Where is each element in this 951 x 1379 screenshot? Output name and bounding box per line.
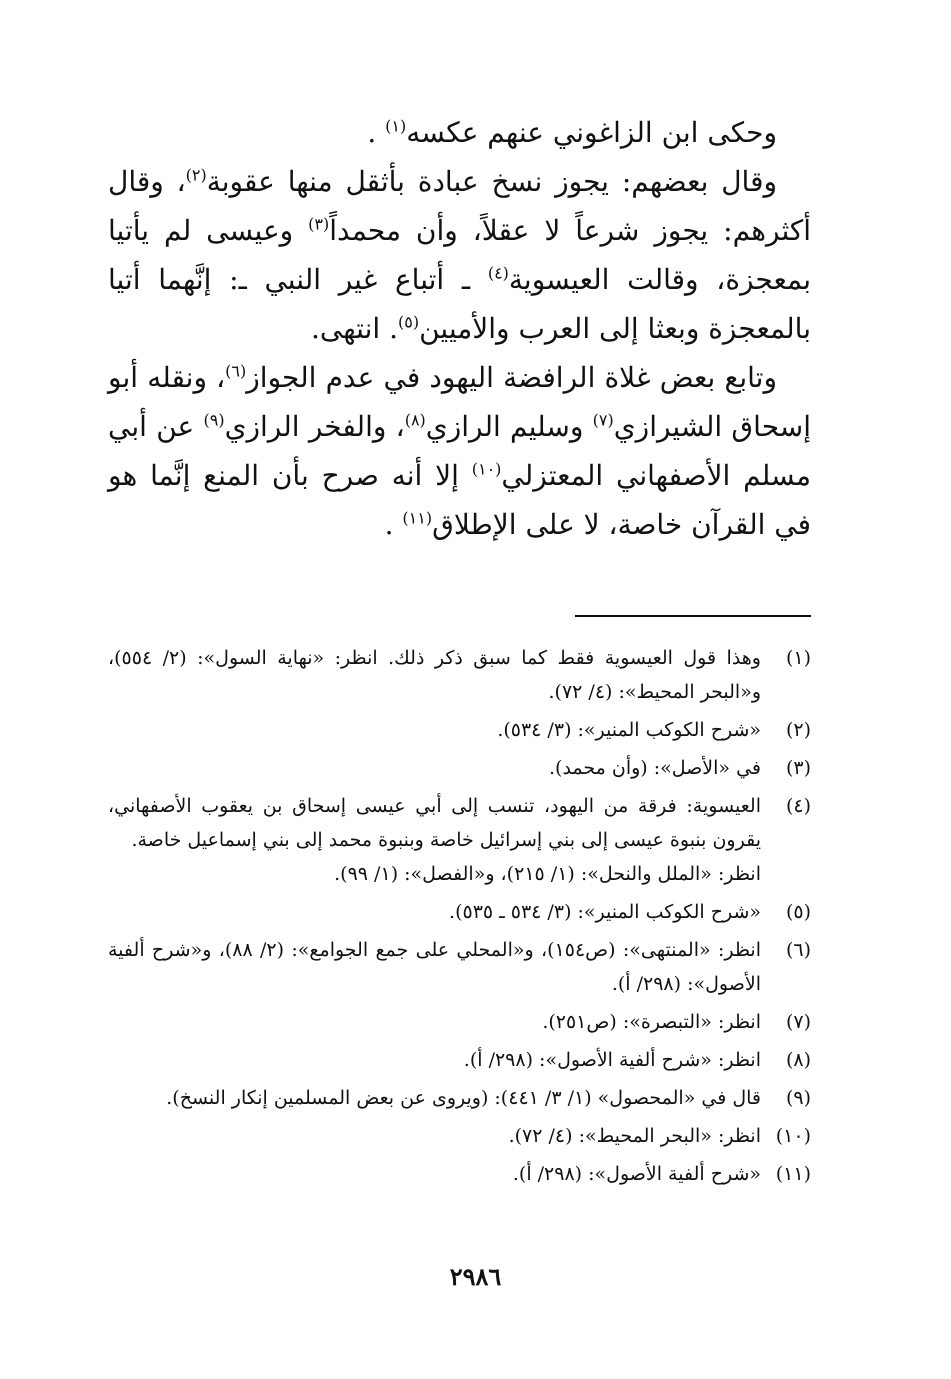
footnote-1	[108, 641, 811, 709]
footnote-text: «شرح ألفية الأصول»: (٢٩٨/ أ).	[512, 1163, 761, 1185]
footnote-3	[108, 751, 811, 785]
footnote-body	[108, 895, 761, 929]
paragraph-text: ، والفخر الرازي	[224, 410, 405, 443]
footnote-number: (٥)	[785, 901, 811, 923]
footnote-ref[interactable]: (٨)	[404, 410, 426, 430]
footnote-text: وهذا قول العيسوية فقط كما سبق ذكر ذلك. انظر: «نهاية السول»: (٢/ ٥٥٤)، و«البحر المحيط»: (٤/ ٧٢).	[108, 647, 761, 703]
paragraph-text: . انتهى.	[311, 312, 398, 345]
footnote-number: (٤)	[785, 795, 811, 817]
footnote-9	[108, 1081, 811, 1115]
paragraph-text: ، ونقله أبو إسحاق الشيرازي	[108, 361, 812, 443]
footnote-number: (٧)	[785, 1011, 811, 1033]
footnote-ref[interactable]: (٩)	[203, 410, 225, 430]
main-text	[108, 108, 811, 549]
footnote-ref[interactable]: (٣)	[308, 214, 330, 234]
footnote-5	[108, 895, 811, 929]
footnote-ref[interactable]: (٧)	[592, 410, 614, 430]
paragraph-text: ـ أتباع غير النبي ـ: إنَّهما أتيا بالمعجزة وبعثا إلى العرب والأميين	[108, 263, 811, 345]
paragraph-text: وتابع بعض غلاة الرافضة اليهود في عدم الجواز	[246, 361, 777, 394]
footnote-10	[108, 1119, 811, 1153]
paragraph-text: إلا أنه صرح بأن المنع إنَّما هو في القرآن خاصة، لا على الإطلاق	[108, 459, 811, 541]
footnote-body	[108, 713, 761, 747]
footnote-body	[108, 641, 761, 709]
footnote-ref[interactable]: (١٠)	[471, 459, 502, 479]
paragraph-text: عن أبي مسلم الأصفهاني المعتزلي	[108, 410, 811, 492]
footnote-body	[108, 789, 761, 891]
footnote-body	[108, 1043, 761, 1077]
footnote-4	[108, 789, 811, 891]
footnote-ref[interactable]: (٥)	[398, 312, 420, 332]
footnote-body	[108, 1157, 761, 1191]
footnote-8	[108, 1043, 811, 1077]
footnote-ref[interactable]: (١)	[385, 116, 407, 136]
footnote-number: (٢)	[785, 719, 811, 741]
footnote-text: «شرح الكوكب المنير»: (٣/ ٥٣٤).	[497, 719, 761, 741]
paragraph-2	[108, 157, 811, 353]
footnote-number: (١)	[785, 647, 811, 669]
footnote-11	[108, 1157, 811, 1191]
paragraph-text: وسليم الرازي	[425, 410, 593, 443]
footnote-text: انظر: «التبصرة»: (ص٢٥١).	[542, 1011, 761, 1033]
footnote-number: (١١)	[775, 1163, 811, 1185]
footnote-ref[interactable]: (١١)	[402, 508, 433, 528]
footnote-text: انظر: «الملل والنحل»: (١/ ٢١٥)، و«الفصل»: (١/ ٩٩).	[334, 863, 761, 885]
footnote-text: انظر: «المنتهى»: (ص١٥٤)، و«المحلي على جمع الجوامع»: (٢/ ٨٨)، و«شرح ألفية الأصول»: (٢٩٨/ أ).	[108, 939, 761, 995]
paragraph-1	[108, 108, 811, 157]
footnote-number: (١٠)	[775, 1125, 811, 1147]
footnote-body	[108, 1005, 761, 1039]
paragraph-text: ، وقال أكثرهم: يجوز شرعاً لا عقلاً، وأن محمداً	[108, 165, 811, 247]
page-number: ٢٩٨٦	[449, 1262, 502, 1291]
footnote-number: (٨)	[785, 1049, 811, 1071]
footnote-text: «شرح الكوكب المنير»: (٣/ ٥٣٤ ـ ٥٣٥).	[449, 901, 761, 923]
footnote-number: (٣)	[785, 757, 811, 779]
footnote-text: قال في «المحصول» (١/ ٣/ ٤٤١): (ويروى عن بعض المسلمين إنكار النسخ).	[166, 1087, 761, 1109]
paragraph-text: .	[367, 116, 386, 149]
footnote-7	[108, 1005, 811, 1039]
footnotes	[108, 641, 811, 1191]
footnote-text: انظر: «شرح ألفية الأصول»: (٢٩٨/ أ).	[463, 1049, 761, 1071]
footnote-body	[108, 933, 761, 1001]
paragraph-text: وعيسى لم يأتيا بمعجزة، وقالت العيسوية	[108, 214, 811, 296]
footnote-body	[108, 751, 761, 785]
footnote-6	[108, 933, 811, 1001]
footnote-ref[interactable]: (٢)	[185, 165, 207, 185]
footnote-text: انظر: «البحر المحيط»: (٤/ ٧٢).	[508, 1125, 761, 1147]
footnote-separator	[575, 615, 811, 617]
paragraph-text: وحكى ابن الزاغوني عنهم عكسه	[406, 116, 777, 149]
footnote-ref[interactable]: (٦)	[225, 361, 247, 381]
paragraph-3	[108, 353, 811, 549]
footnote-text: العيسوية: فرقة من اليهود، تنسب إلى أبي عيسى إسحاق بن يعقوب الأصفهاني، يقرون بنبوة عيسى إلى بني إسرائيل خاصة وبنبوة محمد إلى بني إسماعيل خاصة.	[108, 795, 761, 851]
footnote-body	[108, 1081, 761, 1115]
footnote-2	[108, 713, 811, 747]
footnote-ref[interactable]: (٤)	[487, 263, 509, 283]
footnote-body	[108, 1119, 761, 1153]
footnote-number: (٦)	[785, 939, 811, 961]
paragraph-text: .	[384, 508, 403, 541]
paragraph-text: وقال بعضهم: يجوز نسخ عبادة بأثقل منها عقوبة	[206, 165, 777, 198]
footnote-text: في «الأصل»: (وأن محمد).	[549, 757, 761, 779]
footnote-number: (٩)	[785, 1087, 811, 1109]
